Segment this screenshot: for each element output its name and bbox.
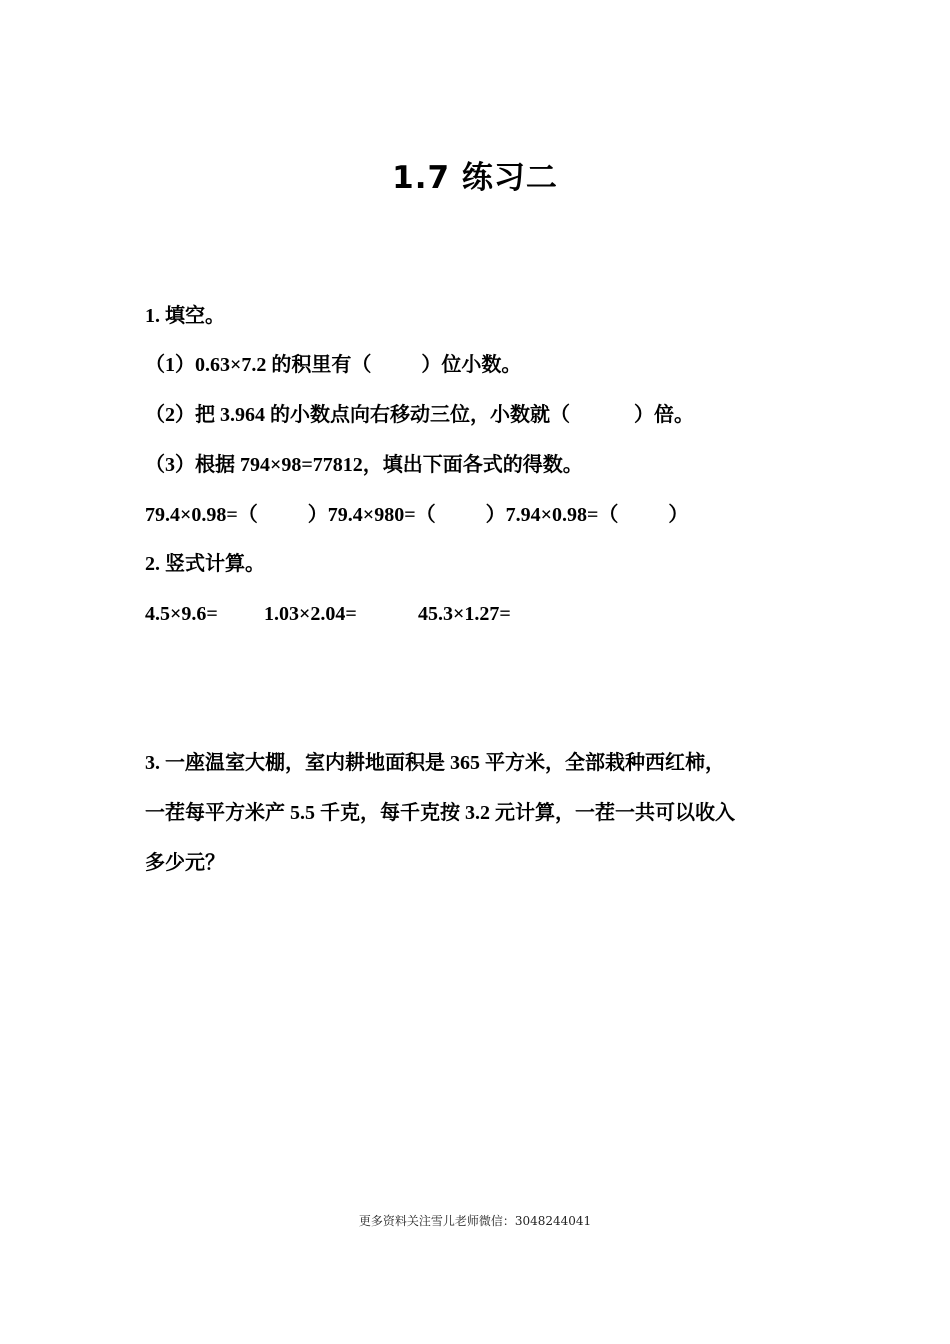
q1-item-2-text: （2）把 3.964 的小数点向右移动三位，小数就（ xyxy=(145,404,570,426)
q3-line-2: 一茬每平方米产 5.5 千克，每千克按 3.2 元计算，一茬一共可以收入 xyxy=(145,802,735,824)
q2-problems xyxy=(145,601,511,627)
q1-item-2-tail: ）倍。 xyxy=(634,404,694,426)
q1-item-1 xyxy=(145,352,521,378)
q1-item-1-tail: ）位小数。 xyxy=(421,354,522,376)
q2-heading: 2. 竖式计算。 xyxy=(145,553,265,575)
q1-blanks-row xyxy=(145,502,688,528)
blank-close: ） xyxy=(668,504,689,526)
q1-item-2 xyxy=(145,402,694,428)
calc-problem: 4.5×9.6= xyxy=(145,603,218,625)
q3-line-3: 多少元？ xyxy=(145,852,225,874)
q1-heading: 1. 填空。 xyxy=(145,305,225,327)
calc-problem: 45.3×1.27= xyxy=(418,603,511,625)
q3-line-1: 3. 一座温室大棚，室内耕地面积是 365 平方米，全部栽种西红柿， xyxy=(145,752,725,774)
footer-note: 更多资料关注雪儿老师微信：3048244041 xyxy=(358,1214,592,1228)
blank-close: ） xyxy=(307,504,328,526)
blank-expr: 79.4×980=（ xyxy=(327,504,436,526)
page-title: 1.7 练习二 xyxy=(392,160,558,196)
q1-item-1-text: （1）0.63×7.2 的积里有（ xyxy=(145,354,372,376)
calc-problem: 1.03×2.04= xyxy=(264,603,357,625)
blank-expr: 7.94×0.98=（ xyxy=(505,504,619,526)
q1-item-3: （3）根据 794×98=77812，填出下面各式的得数。 xyxy=(145,454,583,476)
blank-close: ） xyxy=(485,504,506,526)
blank-expr: 79.4×0.98=（ xyxy=(145,504,258,526)
